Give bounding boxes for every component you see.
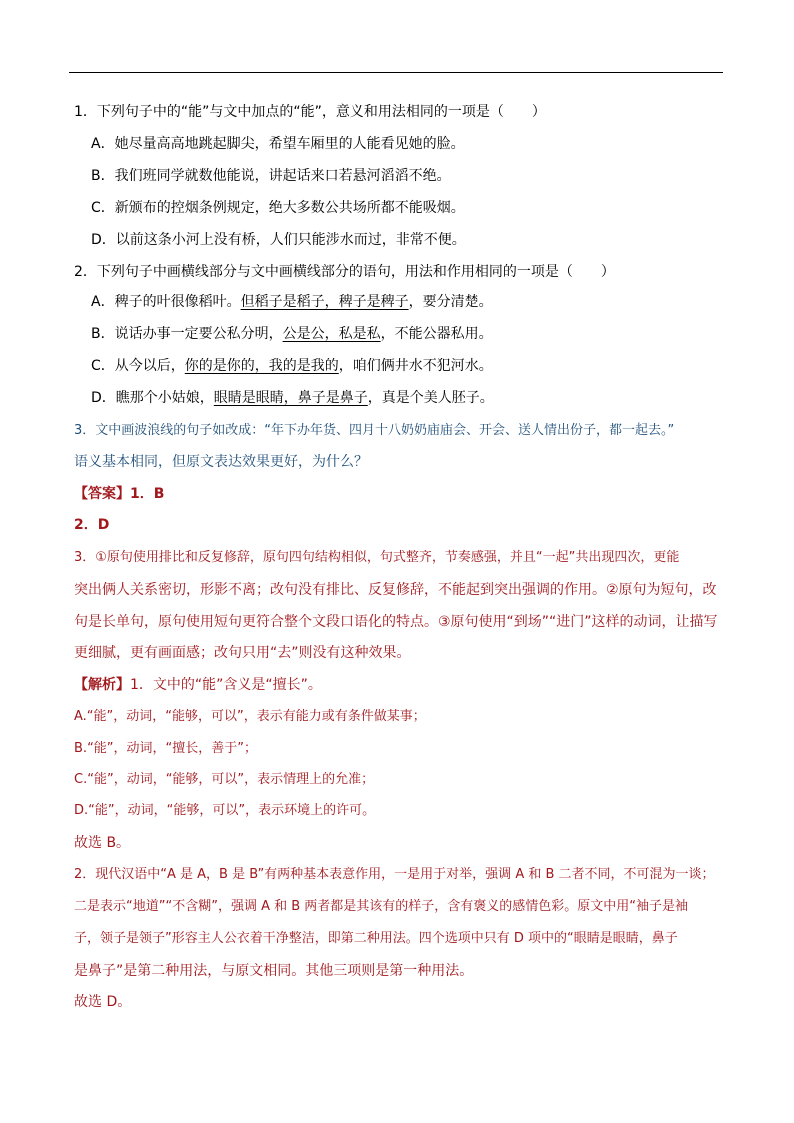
analysis-item-b [74, 739, 257, 759]
q2-a-underlined: 但稻子是稻子，稗子是稗子 [240, 294, 409, 310]
q1-option-c: C．新颁布的控烟条例规定，绝大多数公共场所都不能吸烟。 [91, 200, 465, 216]
q2-c-post: ，咱们俩井水不犯河水。 [338, 358, 493, 374]
analysis-label: 【解析】 [74, 677, 130, 693]
answer-label: 【答案】 [74, 486, 130, 502]
analysis-item-a-text: “能”，动词，“能够，可以”，表示有能力或有条件做某事； [86, 709, 426, 724]
analysis-intro-text: 1．文中的“能”含义是“擅长”。 [130, 677, 322, 693]
q2-stem: 2．下列句子中画横线部分与文中画横线部分的语句，用法和作用相同的一项是（ ） [74, 264, 615, 280]
analysis-2-line-3: 子，领子是领子”形容主人公衣着干净整洁，即第二种用法。四个选项中只有 D 项中的“眼睛是眼睛，鼻子 [74, 931, 678, 946]
analysis-item-b-text: “能”，动词，“擅长，善于”； [87, 741, 258, 756]
q1-option-a: A．她尽量高高地跳起脚尖，希望车厢里的人能看见她的脸。 [91, 136, 465, 152]
answer-2: 2．D [74, 517, 110, 533]
q1-option-b: B．我们班同学就数他能说，讲起话来口若悬河滔滔不绝。 [91, 168, 451, 184]
q2-option-a [91, 292, 493, 312]
q1-stem: 1．下列句子中的“能”与文中加点的“能”，意义和用法相同的一项是（ ） [74, 104, 546, 120]
q2-option-d [91, 388, 494, 408]
analysis-conclusion-2: 故选 D。 [74, 994, 132, 1010]
answer-block-1 [74, 484, 164, 504]
answer-3-line-1: 3．①原句使用排比和反复修辞，原句四句结构相似，句式整齐，节奏感强，并且“一起”共出现四次，更能 [74, 550, 680, 565]
q2-a-post: ，要分清楚。 [408, 294, 493, 310]
q2-c-pre: C．从今以后， [91, 358, 185, 374]
analysis-item-d [74, 801, 375, 821]
analysis-2-line-2: 二是表示“地道”“不含糊”，强调 A 和 B 两者都是其该有的样子，含有褒义的感情色彩。原文中用“袖子是袖 [74, 899, 689, 914]
analysis-2-line-1: 2．现代汉语中“A 是 A，B 是 B”有两种基本表意作用，一是用于对举，强调 A 和 B 二者不同，不可混为一谈； [74, 867, 715, 882]
q2-d-post: ，真是个美人胚子。 [367, 390, 494, 406]
analysis-conclusion-1: 故选 B。 [74, 835, 131, 851]
answer-1: 1．B [130, 486, 165, 502]
analysis-item-c-text: “能”，动词，“能够，可以”，表示情理上的允准； [87, 772, 375, 787]
q2-c-underlined: 你的是你的，我的是我的 [184, 358, 339, 374]
analysis-item-d-letter: D. [74, 803, 89, 818]
analysis-item-d-text: “能”，动词，“能够，可以”，表示环境上的许可。 [88, 803, 376, 818]
q2-b-underlined: 公是公，私是私 [282, 326, 381, 342]
analysis-intro [74, 675, 322, 695]
answer-3-line-2: 突出俩人关系密切，形影不离；改句没有排比、反复修辞，不能起到突出强调的作用。②原句为短句，改 [74, 582, 717, 598]
q3-line-2: 语义基本相同，但原文表达效果更好，为什么？ [74, 454, 368, 470]
q3-line-1: 3．文中画波浪线的句子如改成：“年下办年货、四月十八奶奶庙庙会、开会、送人情出份子，都一起去。” [74, 423, 675, 438]
q2-a-pre: A．稗子的叶很像稻叶。 [91, 294, 241, 310]
q2-option-c [91, 356, 493, 376]
analysis-2-line-4: 是鼻子”是第二种用法，与原文相同。其他三项则是第一种用法。 [74, 963, 474, 979]
analysis-item-c-letter: C. [74, 772, 88, 787]
analysis-item-c [74, 770, 374, 790]
analysis-item-a [74, 707, 426, 727]
answer-3-line-3: 句是长单句，原句使用短句更符合整个文段口语化的特点。③原句使用“到场”“进门”这样的动词，让描写 [74, 614, 718, 630]
q2-b-pre: B．说话办事一定要公私分明， [91, 326, 283, 342]
q2-d-underlined: 眼睛是眼睛，鼻子是鼻子 [213, 390, 368, 406]
analysis-item-a-letter: A. [74, 709, 87, 724]
analysis-item-b-letter: B. [74, 741, 88, 756]
q2-b-post: ，不能公器私用。 [380, 326, 493, 342]
answer-3-line-4: 更细腻，更有画面感；改句只用“去”则没有这种效果。 [74, 645, 411, 661]
q2-d-pre: D．瞧那个小姑娘， [91, 390, 214, 406]
q1-option-d: D．以前这条小河上没有桥，人们只能涉水而过，非常不便。 [91, 232, 466, 248]
q2-option-b [91, 324, 493, 344]
header-rule [69, 72, 723, 73]
